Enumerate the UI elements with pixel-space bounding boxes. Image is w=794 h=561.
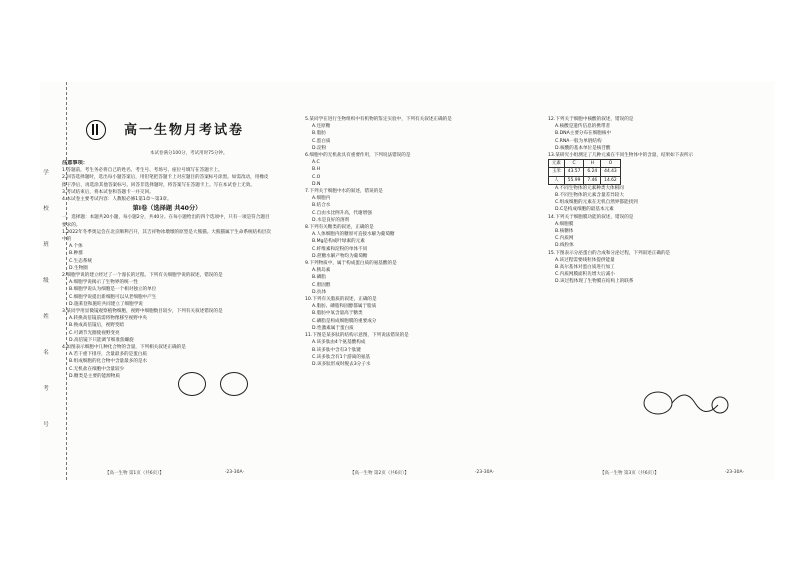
question — [305, 296, 525, 332]
question — [548, 250, 770, 286]
question — [305, 152, 525, 188]
notice-item: 3.考试结束后，将本试卷和答题卡一并交回。 — [62, 189, 154, 195]
binding-strip-label: 班 — [43, 242, 49, 248]
table-header-cell: O — [601, 160, 621, 168]
table-cell: 7.46 — [584, 176, 601, 184]
question-stem: 6.细胞中的无机盐具有重要作用，下列说法错误的是 — [305, 153, 411, 159]
binding-strip-label: 级 — [43, 278, 49, 284]
section-heading: 第Ⅰ卷（选择题 共40分） — [132, 205, 202, 213]
question-option: B.Mg是构成叶绿素的元素 — [312, 239, 365, 245]
question-option: C.组成细胞的元素在无机自然界都能找到 — [555, 200, 638, 206]
question-option: C.生态系统 — [69, 258, 93, 264]
question-stem: 12.下列关于细胞中核酸的叙述，错误的是 — [548, 117, 634, 122]
question-list — [548, 116, 770, 286]
question-option: D.核酸的基本单位是核苷酸 — [555, 145, 611, 151]
table-cell: 55.99 — [564, 176, 584, 184]
element-table — [548, 159, 621, 185]
question-option: B.脂肪 — [312, 131, 326, 137]
question-stem: 9.下列物质中，属于构成蛋白质的氨基酸的是 — [305, 261, 397, 267]
question-option: D.抗体 — [312, 289, 327, 295]
question-option: C.磷脂是构成细胞膜的重要成分 — [312, 318, 377, 324]
question-option: D.高倍镜下只能调节细准焦螺旋 — [69, 337, 134, 343]
question — [548, 116, 770, 152]
question-stem: 1.2022年冬季奥运会在北京顺利召开，其吉祥物冰墩墩的原型是大熊猫。大熊猫属于生命系统结构层次中的 — [62, 229, 272, 243]
question-option: B.磷脂 — [312, 275, 326, 281]
question-stem: 4.如图表示细胞中几种化合物的含量，下列相关叙述正确的是 — [62, 345, 186, 351]
question-option: B.该多肽中含有3个肽键 — [312, 347, 361, 353]
question-option: C.纤维素和淀粉的单体不同 — [312, 246, 368, 252]
question-stem: 3.某同学用显微镜观察植物细胞，视野中细胞数目较少，下列有关叙述错误的是 — [62, 309, 223, 315]
question-option: C.可调节光圈使视野变亮 — [69, 330, 120, 336]
question — [305, 332, 525, 368]
question-option: B.不同生物体的元素含量差异较大 — [555, 193, 624, 199]
footer-code-2: ·23-30A· — [475, 470, 495, 475]
table-cell: 6.24 — [584, 168, 601, 176]
diagram-cell-b — [712, 397, 728, 413]
question-option: D.施莱登和施旺共同建立了细胞学说 — [69, 301, 143, 307]
notice-item: 4.本试卷主要考试内容：人教版必修1第1章～第3章。 — [62, 197, 172, 203]
footer-page-2: 【高一生物 第2页（共6页）】 — [350, 471, 409, 476]
question-option: A.细胞学说揭示了生物界的统一性 — [69, 280, 138, 286]
exam-title: 高一生物月考试卷 — [124, 123, 245, 138]
question-stem: 15.下图表示分泌蛋白的合成和分泌过程，下列叙述正确的是 — [548, 250, 671, 256]
table-header-cell: H — [584, 160, 601, 168]
cell-figure-right — [220, 372, 248, 396]
footer-code-1: ·23-30A· — [225, 470, 245, 475]
question-option: A.脂肪、磷脂和固醇都属于脂质 — [312, 304, 377, 310]
question-option: D.生物圈 — [69, 265, 88, 271]
section-intro: 一、选择题：本题共20小题，每小题2分，共40分。在每小题给出的四个选项中，只有一项是符合题目要求的。 — [62, 215, 270, 228]
cell-figure-left — [178, 372, 206, 396]
question-stem: 11.下图是某多肽的结构示意图，下列说法错误的是 — [305, 333, 409, 339]
question-option: D.蔗糖水解产物均为葡萄糖 — [312, 253, 368, 259]
question-option: C.自由水比例升高，代谢增强 — [312, 210, 372, 216]
binding-strip-label: 考 — [43, 386, 49, 392]
binding-strip-label: 姓 — [43, 314, 49, 320]
binding-strip-label: 号 — [43, 422, 49, 428]
question-option: C.O — [312, 174, 321, 180]
table-row — [549, 168, 621, 176]
table-header-cell: C — [564, 160, 584, 168]
question — [305, 116, 525, 152]
question — [62, 308, 272, 344]
question-stem: 10.下列有关脂质的叙述，正确的是 — [305, 297, 377, 303]
table-cell: 44.43 — [601, 168, 621, 176]
column-2 — [305, 116, 525, 466]
question-option: A.细胞内 — [312, 196, 331, 202]
question — [548, 214, 770, 250]
question-option: B.组成细胞的化合物中含量最多的是水 — [69, 359, 148, 365]
table-cell: 人 — [549, 176, 565, 184]
question-option: A.人体细胞内的糖原可直接水解为葡萄糖 — [312, 232, 395, 238]
question-option: A.若干重下排序，含量最多的是蛋白质 — [69, 352, 148, 358]
question-option: D.淀粉 — [312, 145, 327, 151]
footer-page-3: 【高一生物 第3页（共6页）】 — [600, 471, 659, 476]
notice-item: 2.回答选择题时，选出每小题答案后，用铅笔把答题卡上对应题目的答案标号涂黑。如需改动，用橡皮擦干净后，再选涂其他答案标号。回答非选择题时，将答案写在答题卡上。写在本试卷上无效。 — [62, 175, 269, 188]
table-cell: 43.57 — [564, 168, 584, 176]
question-option: C.细胞学说提出新细胞可以从老细胞中产生 — [69, 294, 157, 300]
table-header-cell: 元素 — [549, 160, 565, 168]
footer-page-1: 【高一生物 第1页（共6页）】 — [105, 471, 164, 476]
question-option: B.种群 — [69, 251, 83, 257]
question-option: B.结合水 — [312, 203, 331, 209]
question-option: B.换成高倍镜后，视野变暗 — [69, 323, 125, 329]
table-cell: 14.62 — [601, 176, 621, 184]
question-option: A.该过程需要线粒体提供能量 — [555, 257, 615, 263]
question-option: A.转换高倍镜前需将物像移至视野中央 — [69, 316, 148, 322]
table-cell: 玉米 — [549, 168, 565, 176]
binding-strip-label: 学 — [43, 170, 49, 176]
question-option: A.还原糖 — [312, 124, 331, 130]
question-option: D.水是良好的溶剂 — [312, 217, 350, 223]
question — [548, 152, 770, 214]
question-stem: 5.某同学在进行生物组织中有机物的鉴定实验中，下列有关叙述正确的是 — [305, 117, 452, 122]
question-option: C.无机盐在细胞中含量较少 — [69, 366, 125, 372]
question-option: A.细胞膜 — [555, 221, 574, 227]
footer-code-3: ·23-30A· — [725, 470, 745, 475]
question-option: D.N — [312, 181, 321, 187]
table-row — [549, 176, 621, 184]
notice-heading: 注意事项： — [62, 160, 88, 166]
question-option: B.高尔基体对蛋白质进行加工 — [555, 265, 615, 271]
question-option: A.不同生物体的元素种类大体相同 — [555, 185, 624, 191]
question-option: A.该多肽由4个氨基酸构成 — [312, 340, 366, 346]
question-option: C.内质网膜面积先增大后减小 — [555, 272, 615, 278]
question — [62, 229, 272, 272]
question-option: D.该多肽形成时脱去3分子水 — [312, 361, 371, 367]
question-list — [305, 116, 525, 368]
question-option: B.脂肪中氧含量高于糖类 — [312, 311, 363, 317]
question-option: D.线粒体 — [555, 243, 574, 249]
binding-strip-label: 校 — [43, 206, 49, 212]
question-option: C.内质网 — [555, 236, 574, 242]
question-option: B.核糖体 — [555, 229, 574, 235]
question-option: B.H — [312, 167, 321, 173]
question — [305, 260, 525, 296]
question-stem: 2.细胞学说的建立经过了一个漫长的过程。下列有关细胞学说的叙述，错误的是 — [62, 273, 223, 279]
notice-item: 1.答题前，考生务必将自己的姓名、考生号、考场号、座位号填写在答题卡上。 — [62, 168, 223, 174]
column-1 — [62, 160, 272, 465]
question-option: B.细胞学说认为细胞是一个相对独立的单位 — [69, 287, 157, 293]
binding-strip-label: 名 — [43, 350, 49, 356]
question-option: A.胰岛素 — [312, 268, 331, 274]
question — [305, 224, 525, 260]
school-logo-icon — [86, 120, 106, 140]
question-option: D.糖类是主要的能源物质 — [69, 373, 120, 379]
question-stem: 14.下列关于细胞膜功能的叙述，错误的是 — [548, 214, 634, 220]
question — [62, 272, 272, 308]
question-option: D.C是构成细胞的最基本元素 — [555, 207, 614, 213]
score-line: 本试卷满分100分，考试用时75分钟。 — [150, 151, 228, 156]
question-option: D.该过程体现了生物膜在结构上的联系 — [555, 279, 634, 285]
question-option: C.该多肽含有1个游离的氨基 — [312, 354, 371, 360]
question-option: C.RNA一般为单链结构 — [555, 138, 602, 144]
question-stem: 8.下列有关糖类的叙述，正确的是 — [305, 225, 374, 231]
diagram-pathway — [672, 395, 718, 412]
question — [305, 188, 525, 224]
secretion-diagram — [640, 385, 730, 421]
question-option: D.性激素属于蛋白质 — [312, 325, 354, 331]
question-option: C.胆固醇 — [312, 282, 331, 288]
question-option: A.核酸是遗传信息的携带者 — [555, 124, 611, 130]
diagram-cell-a — [644, 392, 672, 414]
question-option: C.蛋白质 — [312, 138, 331, 144]
question-stem: 7.下列关于细胞中水的叙述，错误的是 — [305, 189, 383, 195]
question-option: B.DNA主要分布在细胞核中 — [555, 131, 612, 137]
question-list — [62, 229, 272, 380]
question-option: A.个体 — [69, 244, 83, 250]
question-stem: 13.某研究小组测定了几种元素在不同生物体中的含量，结果如下表所示 — [548, 153, 694, 159]
notice-list — [62, 167, 272, 203]
question-option: A.C — [312, 160, 320, 166]
